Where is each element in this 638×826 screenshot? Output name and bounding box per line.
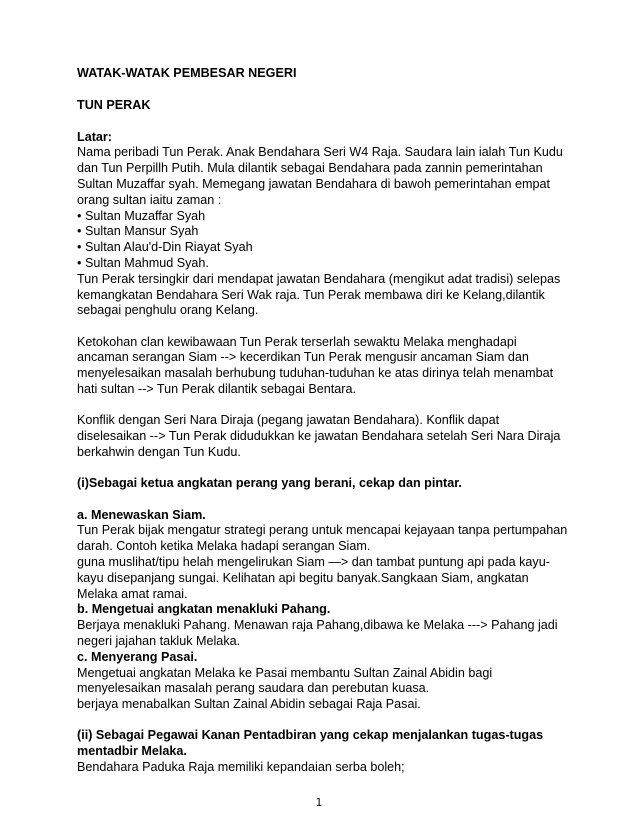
subsection-a-heading: a. Menewaskan Siam. <box>77 507 206 522</box>
bullet-icon: • <box>77 240 82 255</box>
text-line: diselesaikan --> Tun Perak didudukkan ke jawatan Bendahara setelah Seri Nara Diraja <box>77 429 561 444</box>
bullet-icon: • <box>77 208 82 223</box>
subsection-a-body <box>77 523 567 602</box>
text-line: Bendahara Paduka Raja memiliki kepandaian serba boleh; <box>77 759 405 774</box>
list-item: • Sultan Muzaffar Syah <box>77 208 206 223</box>
text-line: Nama peribadi Tun Perak. Anak Bendahara Seri W4 Raja. Saudara lain ialah Tun Kudu <box>77 145 563 160</box>
subsection-b-heading: b. Mengetuai angkatan menakluki Pahang. <box>77 602 331 617</box>
text-line: Melaka amat ramai. <box>77 586 188 601</box>
section-2-heading <box>77 728 567 760</box>
text-line: mentadbir Melaka. <box>77 744 187 759</box>
text-line: ancaman serangan Siam --> kecerdikan Tun Perak mengusir ancaman Siam dan <box>77 350 529 365</box>
section-2-body <box>77 760 567 776</box>
list-item: • Sultan Mansur Syah <box>77 224 199 239</box>
subsection-c-body <box>77 666 567 713</box>
text-line: Sultan Muzaffar syah. Memegang jawatan Bendahara di bawoh pemerintahan empat <box>77 176 551 191</box>
subsection-c-heading: c. Menyerang Pasai. <box>77 649 198 664</box>
text-line: darah. Contoh ketika Melaka hadapi serangan Siam. <box>77 539 371 554</box>
latar-label: Latar: <box>77 129 112 144</box>
text-line: Konflik dengan Seri Nara Diraja (pegang jawatan Bendahara). Konflik dapat <box>77 413 500 428</box>
subsection-b-body <box>77 618 567 650</box>
text-line: negeri jajahan takluk Melaka. <box>77 633 241 648</box>
paragraph-tersingkir <box>77 272 567 319</box>
text-line: dan Tun Perpillh Putih. Mula dilantik sebagai Bendahara pada zannin pemerintahan <box>77 161 543 176</box>
text-line: Mengetuai angkatan Melaka ke Pasai membantu Sultan Zainal Abidin bagi <box>77 665 493 680</box>
list-item: • Sultan Alau'd-Din Riayat Syah <box>77 240 253 255</box>
list-item: • Sultan Mahmud Syah. <box>77 255 209 270</box>
text-line: orang sultan iaitu zaman : <box>77 192 222 207</box>
text-line: Ketokohan clan kewibawaan Tun Perak terserlah sewaktu Melaka menghadapi <box>77 334 517 349</box>
sultan-list <box>77 209 567 272</box>
section-1-heading: (i)Sebagai ketua angkatan perang yang berani, cekap dan pintar. <box>77 476 462 491</box>
bullet-icon: • <box>77 255 82 270</box>
text-line: (ii) Sebagai Pegawai Kanan Pentadbiran yang cekap menjalankan tugas-tugas <box>77 728 544 743</box>
text-line: guna muslihat/tipu helah mengelirukan Siam —> dan tambat puntung api pada kayu- <box>77 554 550 569</box>
text-line: Berjaya menakluki Pahang. Menawan raja Pahang,dibawa ke Melaka ---> Pahang jadi <box>77 618 558 633</box>
latar-paragraph <box>77 145 567 208</box>
text-line: menyelesaikan masalah berhubung tuduhan-tuduhan ke atas dirinya telah menambat <box>77 366 554 381</box>
text-line: berkahwin dengan Tun Kudu. <box>77 444 241 459</box>
document-heading: WATAK-WATAK PEMBESAR NEGERI <box>77 66 297 80</box>
document-subheading: TUN PERAK <box>77 97 151 112</box>
text-line: berjaya menabalkan Sultan Zainal Abidin sebagai Raja Pasai. <box>77 697 421 712</box>
text-line: hati sultan --> Tun Perak dilantik sebagai Bentara. <box>77 382 356 397</box>
paragraph-konflik <box>77 413 567 460</box>
document-page <box>77 66 567 776</box>
text-line: Tun Perak tersingkir dari mendapat jawatan Bendahara (mengikut adat tradisi) selepas <box>77 271 561 286</box>
bullet-icon: • <box>77 224 82 239</box>
text-line: menyelesaikan masalah perang saudara dan perebutan kuasa. <box>77 681 430 696</box>
text-line: sebagai penghulu orang Kelang. <box>77 303 259 318</box>
text-line: kayu disepanjang sungai. Kelihatan api begitu banyak.Sangkaan Siam, angkatan <box>77 570 529 585</box>
text-line: kemangkatan Bendahara Seri Wak raja. Tun Perak membawa diri ke Kelang,dilantik <box>77 287 545 302</box>
text-line: Tun Perak bijak mengatur strategi perang untuk mencapai kejayaan tanpa pertumpahan <box>77 523 568 538</box>
page-number: 1 <box>315 797 323 809</box>
paragraph-ketokohan <box>77 335 567 398</box>
